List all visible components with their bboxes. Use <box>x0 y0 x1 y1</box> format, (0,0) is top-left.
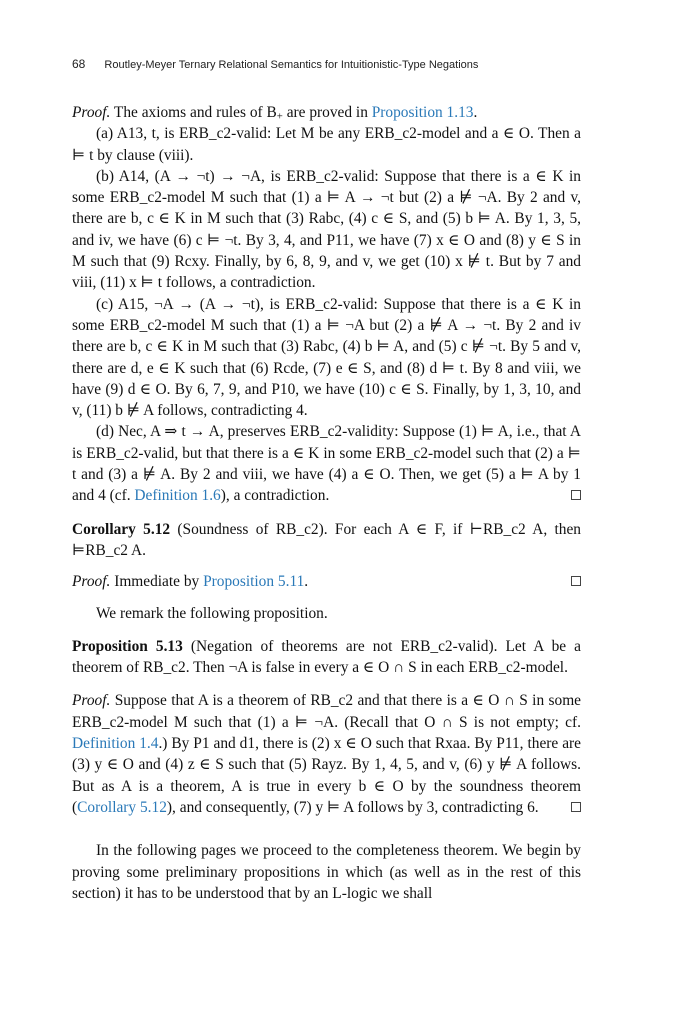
qed-box-icon <box>571 576 581 586</box>
link-definition-1-6[interactable]: Definition 1.6 <box>134 487 221 505</box>
page-number: 68 <box>72 57 86 71</box>
link-definition-1-4[interactable]: Definition 1.4 <box>72 735 159 753</box>
proposition-text: (Negation of theorems are not ERB_c2-valid). Let A be a theorem of RB_c2. Then ¬A is false in every a ∈ O ∩ S in each ERB_c2-model. <box>72 637 581 677</box>
proof-paragraph-3: Proof. Suppose that A is a theorem of RB_c2 and that there is a ∈ O ∩ S in some ERB_c2-model M such that (1) a ⊨ ¬A. (Recall that O ∩ S is not empty; cf. Definition 1.4.) By P1 and d1, there is (2) x ∈ O such that Rxaa. By P11, there are (3) y ∈ O and (4) z ∈ S such that (5) Rayz. By 1, 4, 5, and v, (6) y ⊭ A follows. But as A is a theorem, A is true in every b ∈ O by the soundness theorem (Corollary 5.12), and consequently, (7) y ⊨ A follows by 3, contradicting 6. <box>72 692 581 816</box>
corollary-text: (Soundness of RB_c2). For each A ∈ F, if ⊢RB_c2 A, then ⊨RB_c2 A. <box>72 520 581 559</box>
link-corollary-5-12[interactable]: Corollary 5.12 <box>77 798 167 816</box>
case-a-paragraph: (a) A13, t, is ERB_c2-valid: Let M be any ERB_c2-model and a ∈ O. Then a ⊨ t by clause (viii). <box>72 125 581 164</box>
proof-paragraph-2: Proof. Immediate by Proposition 5.11. <box>72 571 581 592</box>
proof-paragraph: Proof. The axioms and rules of $B_+$ are proved in Proposition 1.13. <box>72 104 478 123</box>
running-header <box>72 57 582 71</box>
case-b-paragraph: (b) A14, (A → ¬t) → ¬A, is ERB_c2-valid: Suppose that there is a ∈ K in some ERB_c2-model M such that (1) a ⊨ A → ¬t but (2) a ⊭ ¬A. By 2 and v, there are b, c ∈ K in M such that (3) Rabc, (4) c ∈ S, and (5) b ⊨ A. By 1, 3, 5, and iv, we have (6) c ⊨ ¬t. By 3, 4, and P11, we have (7) x ∈ O and (8) y ∈ S in M such that (9) Rcxy. Finally, by 6, 8, 9, and v, we get (10) x ⊭ t. But by 7 and viii, (11) x ⊨ t follows, a contradiction. <box>72 167 581 292</box>
link-proposition-1-13[interactable]: Proposition 1.13 <box>371 104 474 121</box>
proof-label: Proof. <box>72 692 111 710</box>
proof-label: Proof. <box>72 573 111 591</box>
case-c-paragraph: (c) A15, ¬A → (A → ¬t), is ERB_c2-valid: Suppose that there is a ∈ K in some ERB_c2-model M such that (1) a ⊨ ¬A but (2) a ⊭ A → ¬t. By 2 and iv there are b, c ∈ K in M such that (3) Rabc, (4) b ⊨ A, and (5) c ⊭ ¬t. By 5 and v, there are d, e ∈ K such that (6) Rcde, (7) e ∈ S, and (8) d ⊨ t. By 8 and viii, we have (9) d ∈ O. By 6, 7, 9, and P10, we have (10) c ∈ S. Finally, by 1, 3, 10, and v, (11) b ⊭ A follows, contradicting 4. <box>72 295 581 420</box>
remark-paragraph: We remark the following proposition. <box>96 604 328 622</box>
proposition-paragraph <box>72 636 581 679</box>
corollary-paragraph <box>72 519 581 562</box>
running-title: Routley-Meyer Ternary Relational Semantics for Intuitionistic-Type Negations <box>104 59 479 71</box>
case-d-paragraph: (d) Nec, A ⇒ t → A, preserves ERB_c2-validity: Suppose (1) ⊨ A, i.e., that A is ERB_c2-valid, but that there is a ∈ K in some ERB_c2-model such that (2) a ⊨ t and (3) a ⊭ A. By 2 and viii, we have (4) a ∈ O. Then, we get (5) a ⊨ A by 1 and 4 (cf. Definition 1.6), a contradiction. <box>72 423 581 505</box>
page-body <box>72 102 581 904</box>
qed-box-icon <box>571 490 581 500</box>
proposition-title: Proposition 5.13 <box>72 637 183 655</box>
closing-paragraph: In the following pages we proceed to the completeness theorem. We begin by proving some preliminary propositions in which (as well as in the rest of this section) it has to be understood that by an L-logic we shall <box>72 842 581 902</box>
corollary-title: Corollary 5.12 <box>72 520 171 538</box>
proof-label: Proof. <box>72 104 111 121</box>
qed-box-icon <box>571 802 581 812</box>
link-proposition-5-11[interactable]: Proposition 5.11 <box>203 573 305 591</box>
